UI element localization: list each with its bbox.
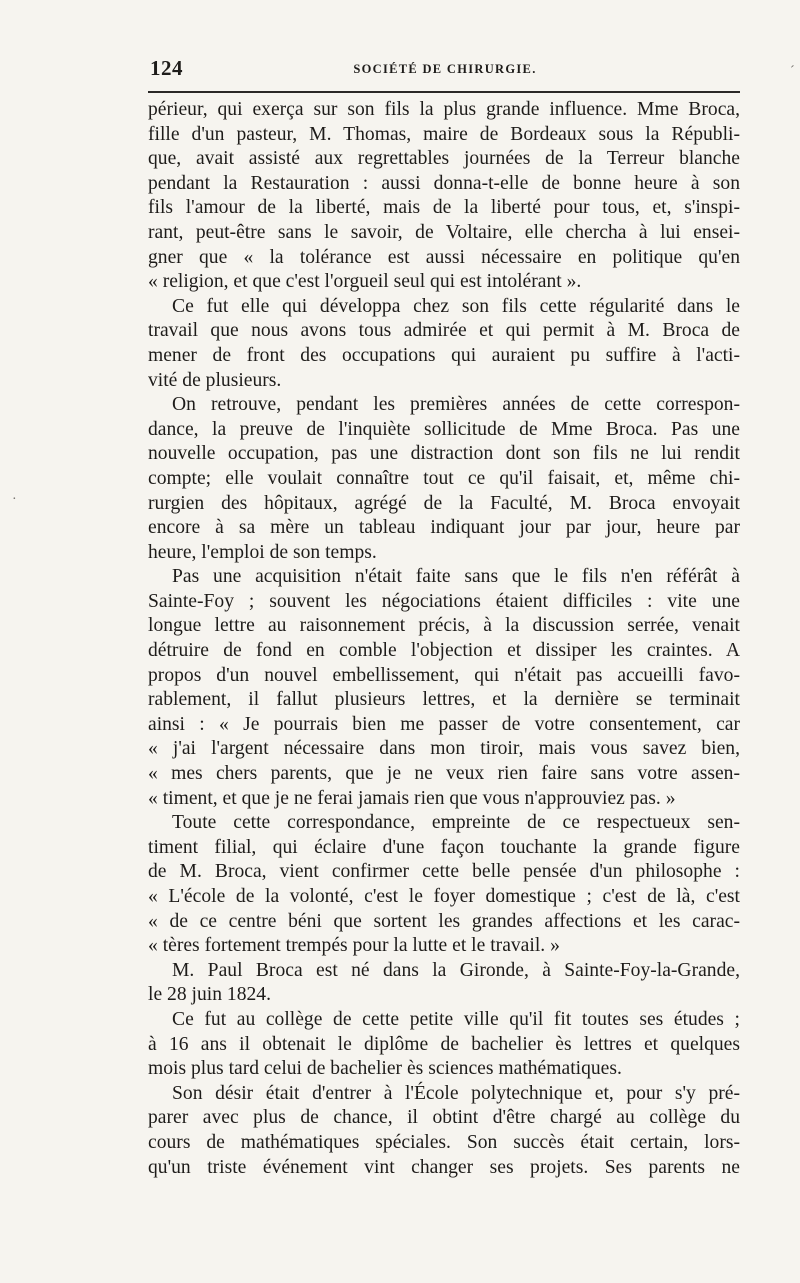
text-line: parer avec plus de chance, il obtint d'être chargé au collège du bbox=[148, 1107, 740, 1129]
paragraph bbox=[148, 959, 740, 1008]
text-line: « de ce centre béni que sortent les grandes affections et les carac- bbox=[148, 910, 740, 932]
text-line: timent filial, qui éclaire d'une façon touchante la grande figure bbox=[148, 836, 740, 858]
text-line: Son désir était d'entrer à l'École polytechnique et, pour s'y pré- bbox=[172, 1082, 740, 1104]
paragraph bbox=[148, 393, 740, 565]
text-line: heure, l'emploi de son temps. bbox=[148, 541, 377, 563]
text-line: cours de mathématiques spéciales. Son succès était certain, lors- bbox=[148, 1131, 740, 1153]
text-line: « L'école de la volonté, c'est le foyer domestique ; c'est de là, c'est bbox=[148, 886, 740, 907]
text-line: Ce fut au collège de cette petite ville qu'il fit toutes ses études ; bbox=[172, 1008, 740, 1030]
text-line: Ce fut elle qui développa chez son fils cette régularité dans le bbox=[172, 295, 740, 317]
text-line: « tères fortement trempés pour la lutte et le travail. » bbox=[148, 935, 560, 957]
text-line: « religion, et que c'est l'orgueil seul qui est intolérant ». bbox=[148, 271, 582, 293]
header-rule bbox=[148, 91, 740, 93]
paragraph bbox=[148, 565, 740, 811]
body-text bbox=[148, 98, 740, 1180]
running-title: SOCIÉTÉ DE CHIRURGIE. bbox=[353, 62, 537, 76]
margin-mark: · bbox=[12, 492, 17, 507]
text-line: gner que « la tolérance est aussi nécessaire en politique qu'en bbox=[148, 246, 740, 268]
text-line: Pas une acquisition n'était faite sans que le fils n'en référât à bbox=[172, 566, 740, 588]
paragraph bbox=[148, 98, 740, 295]
text-line: travail que nous avons tous admirée et qui permit à M. Broca de bbox=[148, 320, 740, 342]
text-line: rant, peut-être sans le savoir, de Voltaire, elle chercha à lui ensei- bbox=[148, 221, 740, 243]
text-line: fille d'un pasteur, M. Thomas, maire de Bordeaux sous la Républi- bbox=[148, 123, 740, 145]
text-line: « mes chers parents, que je ne veux rien faire sans votre assen- bbox=[148, 763, 740, 785]
text-line: encore à sa mère un tableau indiquant jour par jour, heure par bbox=[148, 517, 740, 539]
text-line: détruire de fond en comble l'objection et dissiper les craintes. A bbox=[148, 640, 740, 662]
paragraph bbox=[148, 1082, 740, 1180]
paragraph bbox=[148, 811, 740, 959]
page-number: 124 bbox=[150, 56, 183, 80]
text-line: M. Paul Broca est né dans la Gironde, à Sainte-Foy-la-Grande, bbox=[172, 959, 740, 981]
text-line: périeur, qui exerça sur son fils la plus grande influence. Mme Broca, bbox=[148, 99, 740, 120]
text-line: à 16 ans il obtenait le diplôme de bachelier ès lettres et quelques bbox=[148, 1033, 740, 1055]
text-line: mois plus tard celui de bachelier ès sciences mathématiques. bbox=[148, 1058, 622, 1080]
text-line: propos d'un nouvel embellissement, qui n'était pas accueilli favo- bbox=[148, 664, 740, 686]
text-line: nouvelle occupation, pas une distraction dont son fils ne lui rendit bbox=[148, 443, 740, 465]
text-line: que, avait assisté aux regrettables journées de la Terreur blanche bbox=[148, 148, 740, 170]
text-line: dance, la preuve de l'inquiète sollicitude de Mme Broca. Pas une bbox=[148, 418, 740, 440]
text-line: mener de front des occupations qui auraient pu suffire à l'acti- bbox=[148, 344, 740, 366]
paragraph bbox=[148, 295, 740, 393]
text-line: pendant la Restauration : aussi donna-t-elle de bonne heure à son bbox=[148, 172, 740, 194]
text-line: de M. Broca, vient confirmer cette belle pensée d'un philosophe : bbox=[148, 861, 740, 883]
text-line: vité de plusieurs. bbox=[148, 369, 282, 391]
text-line: rablement, il fallut plusieurs lettres, et la dernière se terminait bbox=[148, 689, 740, 711]
text-line: ainsi : « Je pourrais bien me passer de votre consentement, car bbox=[148, 713, 740, 735]
text-line: Sainte-Foy ; souvent les négociations étaient difficiles : vite une bbox=[148, 590, 740, 612]
margin-mark: ´ bbox=[790, 64, 795, 79]
paragraph bbox=[148, 1008, 740, 1082]
text-line: « j'ai l'argent nécessaire dans mon tiroir, mais vous savez bien, bbox=[148, 738, 740, 760]
text-line: le 28 juin 1824. bbox=[148, 984, 271, 1006]
text-line: qu'un triste événement vint changer ses projets. Ses parents ne bbox=[148, 1156, 740, 1178]
text-line: fils l'amour de la liberté, mais de la liberté pour tous, et, s'inspi- bbox=[148, 197, 740, 219]
text-line: compte; elle voulait connaître tout ce qu'il faisait, et, même chi- bbox=[148, 467, 740, 489]
text-line: longue lettre au raisonnement précis, à la discussion serrée, venait bbox=[148, 615, 740, 637]
page-header bbox=[150, 56, 740, 84]
text-line: « timent, et que je ne ferai jamais rien que vous n'approuviez pas. » bbox=[148, 787, 676, 809]
text-line: On retrouve, pendant les premières années de cette correspon- bbox=[172, 394, 740, 416]
text-line: rurgien des hôpitaux, agrégé de la Faculté, M. Broca envoyait bbox=[148, 492, 740, 514]
text-line: Toute cette correspondance, empreinte de ce respectueux sen- bbox=[172, 812, 740, 834]
